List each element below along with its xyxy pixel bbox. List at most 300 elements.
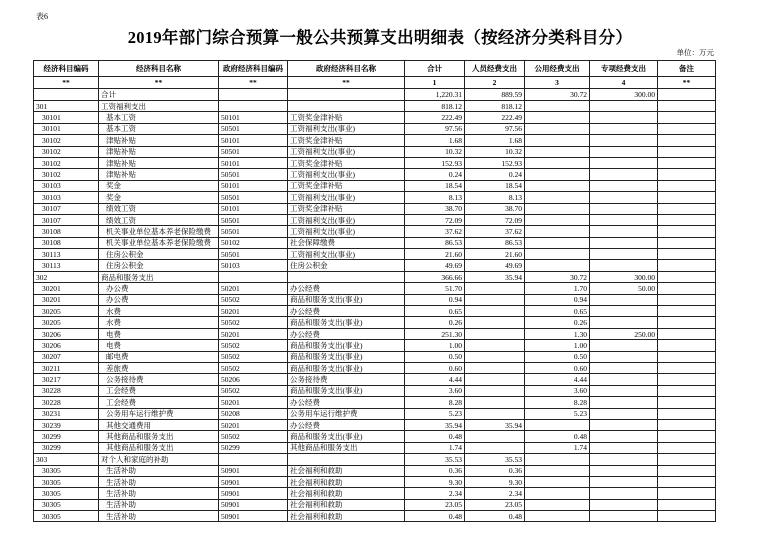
total-cell: 3.60 [405, 385, 465, 396]
note-cell [658, 408, 716, 419]
econ-code-cell: 30206 [34, 340, 99, 351]
personnel-cell [465, 362, 525, 373]
total-cell: 818.12 [405, 101, 465, 112]
gov-name-cell: 商品和服务支出(事业) [288, 317, 405, 328]
special-cell [590, 101, 658, 112]
econ-name-cell: 公务接待费 [99, 374, 219, 385]
econ-code-cell: 30239 [34, 419, 99, 430]
total-cell: 0.26 [405, 317, 465, 328]
table-row [34, 101, 716, 112]
public-cell [525, 157, 590, 168]
public-cell [525, 123, 590, 134]
unit-label: 单位：万元 [676, 48, 714, 57]
gov-name-cell: 社会福利和救助 [288, 476, 405, 487]
econ-name-cell: 电费 [99, 340, 219, 351]
public-cell [525, 226, 590, 237]
table-row [34, 362, 716, 373]
gov-code-cell: 50201 [219, 419, 288, 430]
personnel-cell [465, 340, 525, 351]
gov-name-cell: 工资福利支出(事业) [288, 249, 405, 260]
personnel-cell: 0.24 [465, 169, 525, 180]
personnel-cell [465, 385, 525, 396]
special-cell [590, 214, 658, 225]
econ-code-cell: 30205 [34, 317, 99, 328]
table-row [34, 454, 716, 465]
table-row [34, 317, 716, 328]
gov-code-cell: 50501 [219, 249, 288, 260]
special-cell [590, 488, 658, 499]
note-cell [658, 157, 716, 168]
gov-name-cell: 社会福利和救助 [288, 465, 405, 476]
personnel-cell: 21.60 [465, 249, 525, 260]
note-cell [658, 203, 716, 214]
total-cell: 8.13 [405, 192, 465, 203]
gov-code-cell: 50201 [219, 328, 288, 339]
gov-name-cell: 商品和服务支出(事业) [288, 340, 405, 351]
table-row [34, 511, 716, 522]
gov-name-cell: 工资福利支出(事业) [288, 192, 405, 203]
personnel-cell [465, 283, 525, 294]
econ-name-cell: 工会经费 [99, 385, 219, 396]
public-cell [525, 260, 590, 271]
econ-code-cell: 30102 [34, 169, 99, 180]
total-cell: 366.66 [405, 271, 465, 282]
public-cell [525, 499, 590, 510]
gov-name-cell: 社会保障缴费 [288, 237, 405, 248]
table-row [34, 488, 716, 499]
note-cell [658, 511, 716, 522]
econ-code-cell: 30305 [34, 488, 99, 499]
econ-code-cell: 30102 [34, 157, 99, 168]
gov-code-cell: 50501 [219, 123, 288, 134]
note-cell [658, 431, 716, 442]
special-cell [590, 112, 658, 123]
total-cell: 9.30 [405, 476, 465, 487]
gov-code-cell: 50502 [219, 317, 288, 328]
public-cell: 0.48 [525, 431, 590, 442]
econ-code-cell: 30206 [34, 328, 99, 339]
page-title: 2019年部门综合预算一般公共预算支出明细表（按经济分类科目分） [127, 28, 633, 47]
note-cell [658, 283, 716, 294]
table-row [34, 499, 716, 510]
special-cell [590, 511, 658, 522]
gov-code-cell: 50901 [219, 499, 288, 510]
special-cell [590, 180, 658, 191]
note-cell [658, 488, 716, 499]
total-cell: 23.05 [405, 499, 465, 510]
public-cell [525, 203, 590, 214]
personnel-cell: 0.48 [465, 511, 525, 522]
note-cell [658, 397, 716, 408]
gov-name-cell: 工资奖金津补贴 [288, 112, 405, 123]
public-cell [525, 249, 590, 260]
gov-name-cell [288, 101, 405, 112]
special-cell [590, 362, 658, 373]
econ-code-cell: 30113 [34, 260, 99, 271]
gov-name-cell: 办公经费 [288, 419, 405, 430]
special-cell [590, 499, 658, 510]
note-cell [658, 123, 716, 134]
personnel-cell [465, 374, 525, 385]
econ-name-cell: 工会经费 [99, 397, 219, 408]
total-note-cell [658, 89, 716, 101]
total-cell: 1.68 [405, 135, 465, 146]
personnel-cell: 72.09 [465, 214, 525, 225]
table-row [34, 340, 716, 351]
special-cell [590, 442, 658, 453]
table-row [34, 442, 716, 453]
gov-code-cell [219, 454, 288, 465]
econ-name-cell: 其他商品和服务支出 [99, 431, 219, 442]
table-row [34, 465, 716, 476]
total-cell: 0.60 [405, 362, 465, 373]
gov-code-cell: 50101 [219, 180, 288, 191]
table-row [34, 397, 716, 408]
gov-name-cell: 其他商品和服务支出 [288, 442, 405, 453]
note-cell [658, 351, 716, 362]
special-cell [590, 157, 658, 168]
econ-code-cell: 30228 [34, 385, 99, 396]
total-cell: 10.32 [405, 146, 465, 157]
note-cell [658, 340, 716, 351]
note-cell [658, 476, 716, 487]
special-cell [590, 203, 658, 214]
note-cell [658, 214, 716, 225]
table-row [34, 328, 716, 339]
special-cell [590, 135, 658, 146]
note-cell [658, 442, 716, 453]
econ-code-cell: 30228 [34, 397, 99, 408]
special-cell [590, 476, 658, 487]
table-row [34, 135, 716, 146]
personnel-cell: 49.69 [465, 260, 525, 271]
note-cell [658, 465, 716, 476]
econ-name-cell: 机关事业单位基本养老保险缴费 [99, 237, 219, 248]
econ-name-cell: 对个人和家庭的补助 [99, 454, 219, 465]
gov-code-cell: 50502 [219, 362, 288, 373]
gov-code-cell: 50502 [219, 351, 288, 362]
econ-code-cell: 30211 [34, 362, 99, 373]
index-cell: ** [288, 77, 405, 89]
special-cell: 50.00 [590, 283, 658, 294]
note-cell [658, 226, 716, 237]
econ-name-cell: 生活补助 [99, 465, 219, 476]
note-cell [658, 499, 716, 510]
personnel-cell [465, 408, 525, 419]
gov-code-cell: 50901 [219, 511, 288, 522]
note-cell [658, 180, 716, 191]
econ-code-cell: 303 [34, 454, 99, 465]
special-cell [590, 454, 658, 465]
total-cell: 0.65 [405, 306, 465, 317]
note-cell [658, 419, 716, 430]
econ-name-cell: 水费 [99, 317, 219, 328]
table-row [34, 385, 716, 396]
public-cell: 1.70 [525, 283, 590, 294]
note-cell [658, 169, 716, 180]
econ-name-cell: 其他交通费用 [99, 419, 219, 430]
personnel-cell: 0.36 [465, 465, 525, 476]
gov-code-cell: 50502 [219, 340, 288, 351]
gov-code-cell: 50502 [219, 385, 288, 396]
table-row [34, 123, 716, 134]
special-cell [590, 397, 658, 408]
note-cell [658, 271, 716, 282]
special-cell [590, 385, 658, 396]
gov-name-cell [288, 454, 405, 465]
total-cell: 49.69 [405, 260, 465, 271]
table-row [34, 351, 716, 362]
note-cell [658, 454, 716, 465]
public-cell [525, 112, 590, 123]
special-cell [590, 237, 658, 248]
total-row [34, 89, 716, 101]
table-row [34, 157, 716, 168]
gov-code-cell: 50201 [219, 283, 288, 294]
gov-code-cell [219, 271, 288, 282]
econ-code-cell: 30305 [34, 499, 99, 510]
econ-name-cell: 基本工资 [99, 112, 219, 123]
total-cell: 1.74 [405, 442, 465, 453]
personnel-cell [465, 317, 525, 328]
special-cell [590, 351, 658, 362]
note-cell [658, 317, 716, 328]
econ-code-cell: 30113 [34, 249, 99, 260]
note-cell [658, 249, 716, 260]
gov-code-cell: 50901 [219, 488, 288, 499]
gov-name-cell: 商品和服务支出(事业) [288, 431, 405, 442]
header-public: 公用经费支出 [525, 61, 590, 77]
total-cell: 86.53 [405, 237, 465, 248]
table-row [34, 408, 716, 419]
personnel-cell: 152.93 [465, 157, 525, 168]
gov-name-cell: 公务接待费 [288, 374, 405, 385]
econ-name-cell: 电费 [99, 328, 219, 339]
index-cell: 4 [590, 77, 658, 89]
public-cell: 3.60 [525, 385, 590, 396]
gov-code-cell: 50501 [219, 192, 288, 203]
personnel-cell [465, 294, 525, 305]
econ-name-cell: 生活补助 [99, 476, 219, 487]
table-row [34, 192, 716, 203]
note-cell [658, 260, 716, 271]
gov-name-cell: 工资福利支出(事业) [288, 226, 405, 237]
gov-name-cell: 办公经费 [288, 306, 405, 317]
gov-name-cell: 工资福利支出(事业) [288, 169, 405, 180]
special-cell [590, 294, 658, 305]
table-row [34, 294, 716, 305]
econ-name-cell: 公务用车运行维护费 [99, 408, 219, 419]
note-cell [658, 112, 716, 123]
gov-code-cell: 50501 [219, 169, 288, 180]
table-row [34, 306, 716, 317]
econ-code-cell: 30231 [34, 408, 99, 419]
gov-name-cell: 商品和服务支出(事业) [288, 351, 405, 362]
table-row [34, 431, 716, 442]
header-note: 备注 [658, 61, 716, 77]
gov-name-cell: 工资福利支出(事业) [288, 146, 405, 157]
public-cell: 0.60 [525, 362, 590, 373]
public-cell [525, 237, 590, 248]
econ-name-cell: 基本工资 [99, 123, 219, 134]
index-cell: 3 [525, 77, 590, 89]
gov-name-cell: 办公经费 [288, 328, 405, 339]
total-cell: 0.48 [405, 511, 465, 522]
econ-name-cell: 生活补助 [99, 511, 219, 522]
public-cell: 1.74 [525, 442, 590, 453]
gov-name-cell: 工资奖金津补贴 [288, 180, 405, 191]
note-cell [658, 328, 716, 339]
table-row [34, 169, 716, 180]
index-cell: ** [34, 77, 99, 89]
special-cell [590, 306, 658, 317]
total-public-cell: 30.72 [525, 89, 590, 101]
public-cell [525, 454, 590, 465]
total-cell: 0.48 [405, 431, 465, 442]
total-cell: 35.94 [405, 419, 465, 430]
table-row [34, 180, 716, 191]
total-cell: 21.60 [405, 249, 465, 260]
personnel-cell [465, 351, 525, 362]
table-body [34, 89, 716, 522]
gov-name-cell: 办公经费 [288, 397, 405, 408]
special-cell [590, 431, 658, 442]
econ-code-cell: 301 [34, 101, 99, 112]
econ-code-cell: 30101 [34, 112, 99, 123]
special-cell [590, 317, 658, 328]
special-cell [590, 340, 658, 351]
econ-code-cell: 30217 [34, 374, 99, 385]
total-personnel-cell: 889.59 [465, 89, 525, 101]
total-cell: 251.30 [405, 328, 465, 339]
econ-name-cell: 工资福利支出 [99, 101, 219, 112]
gov-code-cell: 50208 [219, 408, 288, 419]
total-special-cell: 300.00 [590, 89, 658, 101]
total-cell: 18.54 [405, 180, 465, 191]
personnel-cell: 1.68 [465, 135, 525, 146]
budget-table [33, 60, 716, 522]
gov-name-cell: 商品和服务支出(事业) [288, 362, 405, 373]
special-cell: 300.00 [590, 271, 658, 282]
personnel-cell: 35.53 [465, 454, 525, 465]
personnel-cell: 18.54 [465, 180, 525, 191]
special-cell [590, 374, 658, 385]
total-cell: 0.50 [405, 351, 465, 362]
personnel-cell: 86.53 [465, 237, 525, 248]
personnel-cell: 2.34 [465, 488, 525, 499]
total-cell: 0.24 [405, 169, 465, 180]
econ-name-cell: 绩效工资 [99, 203, 219, 214]
total-cell: 0.36 [405, 465, 465, 476]
header-personnel: 人员经费支出 [465, 61, 525, 77]
gov-name-cell: 工资奖金津补贴 [288, 157, 405, 168]
total-cell: 97.56 [405, 123, 465, 134]
econ-name-cell: 津贴补贴 [99, 157, 219, 168]
special-cell [590, 146, 658, 157]
public-cell [525, 135, 590, 146]
econ-code-cell: 30201 [34, 283, 99, 294]
special-cell [590, 249, 658, 260]
gov-name-cell: 社会福利和救助 [288, 488, 405, 499]
public-cell [525, 476, 590, 487]
gov-name-cell: 工资福利支出(事业) [288, 214, 405, 225]
public-cell [525, 101, 590, 112]
index-cell: ** [658, 77, 716, 89]
total-sum-cell: 1,220.31 [405, 89, 465, 101]
gov-name-cell: 社会福利和救助 [288, 499, 405, 510]
table-row [34, 260, 716, 271]
public-cell [525, 488, 590, 499]
special-cell [590, 419, 658, 430]
public-cell: 8.28 [525, 397, 590, 408]
note-cell [658, 385, 716, 396]
special-cell [590, 123, 658, 134]
index-cell: 2 [465, 77, 525, 89]
public-cell [525, 419, 590, 430]
gov-name-cell: 办公经费 [288, 283, 405, 294]
personnel-cell: 222.49 [465, 112, 525, 123]
table-row [34, 214, 716, 225]
public-cell [525, 465, 590, 476]
header-gov-code: 政府经济科目编码 [219, 61, 288, 77]
total-cell: 1.00 [405, 340, 465, 351]
public-cell [525, 511, 590, 522]
public-cell: 0.50 [525, 351, 590, 362]
total-cell: 37.62 [405, 226, 465, 237]
econ-code-cell: 30305 [34, 465, 99, 476]
total-cell: 8.28 [405, 397, 465, 408]
note-cell [658, 101, 716, 112]
index-row [34, 77, 716, 89]
gov-name-cell: 商品和服务支出(事业) [288, 385, 405, 396]
special-cell [590, 465, 658, 476]
header-econ-name: 经济科目名称 [99, 61, 219, 77]
special-cell [590, 260, 658, 271]
gov-name-cell [288, 271, 405, 282]
total-cell: 51.70 [405, 283, 465, 294]
special-cell [590, 192, 658, 203]
header-row [34, 61, 716, 77]
total-code-cell [34, 89, 99, 101]
total-gov-name-cell [288, 89, 405, 101]
gov-name-cell: 工资奖金津补贴 [288, 135, 405, 146]
index-cell: 1 [405, 77, 465, 89]
public-cell: 5.23 [525, 408, 590, 419]
gov-name-cell: 商品和服务支出(事业) [288, 294, 405, 305]
total-cell: 72.09 [405, 214, 465, 225]
note-cell [658, 192, 716, 203]
special-cell [590, 408, 658, 419]
header-gov-name: 政府经济科目名称 [288, 61, 405, 77]
public-cell [525, 214, 590, 225]
econ-code-cell: 30108 [34, 226, 99, 237]
econ-code-cell: 30101 [34, 123, 99, 134]
table-row [34, 112, 716, 123]
gov-code-cell: 50103 [219, 260, 288, 271]
total-cell: 2.34 [405, 488, 465, 499]
gov-name-cell: 公务用车运行维护费 [288, 408, 405, 419]
gov-code-cell: 50501 [219, 146, 288, 157]
public-cell: 1.00 [525, 340, 590, 351]
gov-code-cell: 50102 [219, 237, 288, 248]
gov-name-cell: 工资福利支出(事业) [288, 123, 405, 134]
table-row [34, 237, 716, 248]
econ-code-cell: 30207 [34, 351, 99, 362]
econ-code-cell: 30305 [34, 476, 99, 487]
public-cell [525, 180, 590, 191]
personnel-cell [465, 328, 525, 339]
table-row [34, 226, 716, 237]
